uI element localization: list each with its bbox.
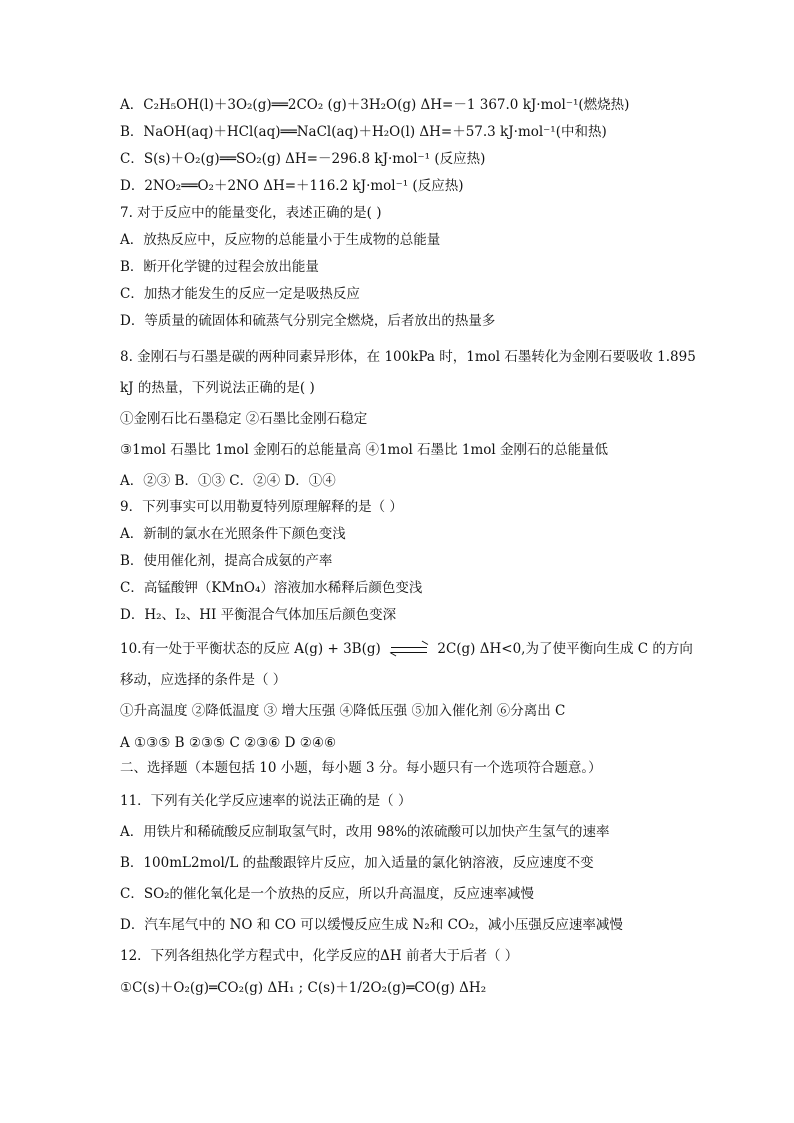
question-10-conditions: ①升高温度 ②降低温度 ③ 增大压强 ④降低压强 ⑤加入催化剂 ⑥分离出 C — [120, 703, 566, 719]
section-2-heading: 二、选择题（本题包括 10 小题，每小题 3 分。每小题只有一个选项符合题意。） — [120, 760, 602, 776]
question-8-stem-line2: kJ 的热量，下列说法正确的是( ) — [120, 380, 315, 396]
option-c-equation: C．S(s)＋O₂(g)══SO₂(g) ΔH=－296.8 kJ·mol⁻¹ (反应热) — [120, 151, 486, 167]
question-7-option-c: C．加热才能发生的反应一定是吸热反应 — [120, 286, 360, 302]
question-8-statements-2: ③1mol 石墨比 1mol 金刚石的总能量高 ④1mol 石墨比 1mol 金刚石的总能量低 — [120, 442, 608, 458]
question-12-stem: 12．下列各组热化学方程式中，化学反应的ΔH 前者大于后者（ ） — [120, 948, 519, 964]
option-a-equation: A．C₂H₅OH(l)＋3O₂(g)══2CO₂ (g)＋3H₂O(g) ΔH=－1 367.0 kJ·mol⁻¹(燃烧热) — [120, 97, 630, 113]
question-11-option-d: D．汽车尾气中的 NO 和 CO 可以缓慢反应生成 N₂和 CO₂，减小压强反应速率减慢 — [120, 917, 623, 933]
question-7-stem: 7. 对于反应中的能量变化，表述正确的是( ) — [120, 205, 382, 221]
option-d-equation: D．2NO₂══O₂＋2NO ΔH=＋116.2 kJ·mol⁻¹ (反应热) — [120, 178, 464, 194]
question-11-option-b: B．100mL2mol/L 的盐酸跟锌片反应，加入适量的氯化钠溶液，反应速度不变 — [120, 855, 594, 871]
question-8-statements-1: ①金刚石比石墨稳定 ②石墨比金刚石稳定 — [120, 411, 368, 427]
equilibrium-arrow-icon — [391, 645, 427, 655]
question-9-option-a: A．新制的氯水在光照条件下颜色变浅 — [120, 526, 346, 542]
question-8-stem-line1: 8. 金刚石与石墨是碳的两种同素异形体，在 100kPa 时，1mol 石墨转化为金刚石要吸收 1.895 — [120, 349, 696, 365]
question-7-option-a: A．放热反应中，反应物的总能量小于生成物的总能量 — [120, 232, 441, 248]
question-9-stem: 9．下列事实可以用勒夏特列原理解释的是（ ） — [120, 499, 403, 515]
question-11-option-a: A．用铁片和稀硫酸反应制取氢气时，改用 98%的浓硫酸可以加快产生氢气的速率 — [120, 824, 610, 840]
question-10-stem-line2: 移动，应选择的条件是（ ） — [120, 672, 287, 688]
question-7-option-b: B．断开化学键的过程会放出能量 — [120, 259, 319, 275]
question-9-option-c: C．高锰酸钾（KMnO₄）溶液加水稀释后颜色变浅 — [120, 580, 423, 596]
question-10-choices: A ①③⑤ B ②③⑤ C ②③⑥ D ②④⑥ — [120, 735, 337, 751]
question-9-option-b: B．使用催化剂，提高合成氨的产率 — [120, 553, 333, 569]
question-8-choices: A．②③ B．①③ C．②④ D．①④ — [120, 473, 336, 489]
option-b-equation: B．NaOH(aq)＋HCl(aq)══NaCl(aq)＋H₂O(l) ΔH=＋57.3 kJ·mol⁻¹(中和热) — [120, 124, 607, 140]
question-11-stem: 11．下列有关化学反应速率的说法正确的是（ ） — [120, 793, 412, 809]
question-10-stem-before: 10.有一处于平衡状态的反应 A(g) + 3B(g) — [120, 641, 386, 657]
question-11-option-c: C．SO₂的催化氧化是一个放热的反应，所以升高温度，反应速率减慢 — [120, 886, 535, 902]
question-12-equations: ①C(s)＋O₂(g)═CO₂(g) ΔH₁ ; C(s)＋1/2O₂(g)═CO(g) ΔH₂ — [120, 980, 487, 996]
question-10-stem-after: 2C(g) ΔH<0,为了使平衡向生成 C 的方向 — [433, 641, 693, 657]
question-9-option-d: D．H₂、I₂、HI 平衡混合气体加压后颜色变深 — [120, 607, 397, 623]
question-7-option-d: D．等质量的硫固体和硫蒸气分别完全燃烧，后者放出的热量多 — [120, 313, 496, 329]
question-10-stem-line1 — [120, 640, 693, 658]
